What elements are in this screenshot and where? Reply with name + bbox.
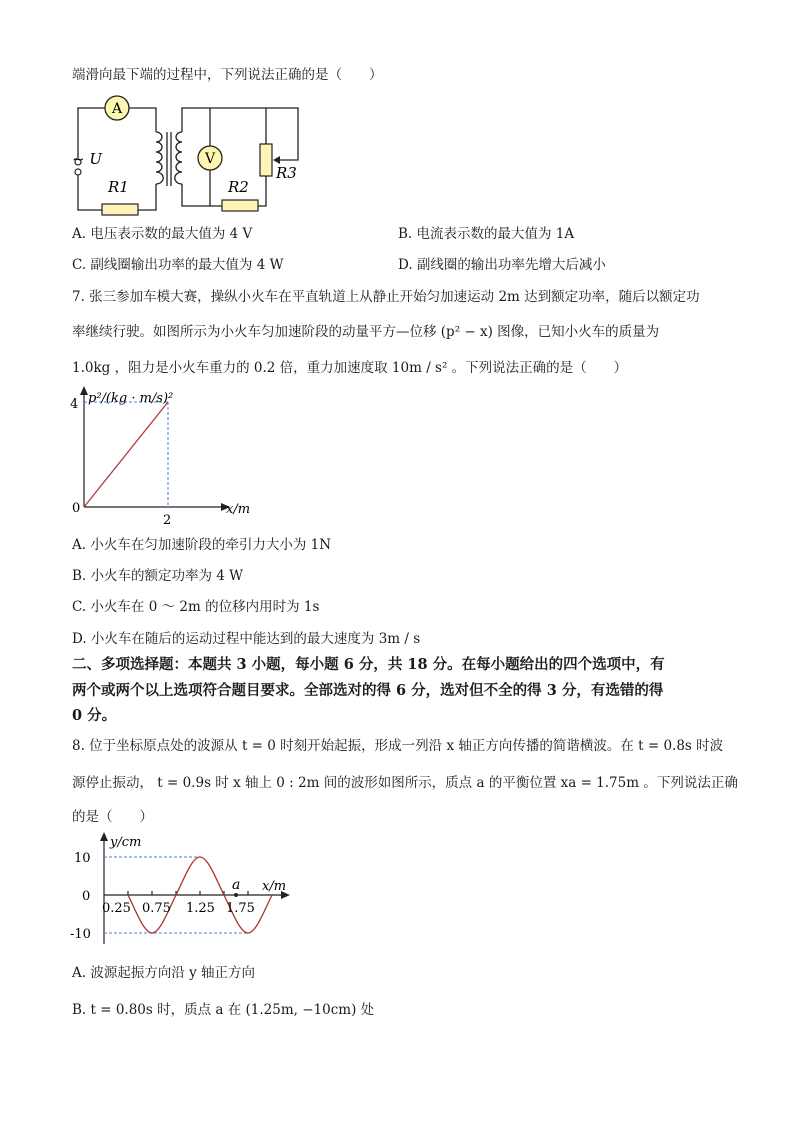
q6-stem-tail: 端滑向最下端的过程中，下列说法正确的是（ ） — [72, 67, 383, 83]
r1-label: R1 — [108, 178, 129, 196]
q7-option-b: B. 小火车的额定功率为 4 W — [72, 568, 244, 584]
q7-stem-line3: 1.0kg ，阻力是小火车重力的 0.2 倍，重力加速度取 10m / s² 。下列说法正确的是（ ） — [72, 360, 628, 376]
q8-stem-line2: 源停止振动， t = 0.9s 时 x 轴上 0 : 2m 间的波形如图所示，质点 a 的平衡位置 xa = 1.75m 。下列说法正确 — [72, 775, 738, 791]
q6-circuit-diagram — [66, 92, 316, 222]
ammeter-label: A — [111, 101, 123, 117]
section2-line1: 二、多项选择题：本题共 3 小题，每小题 6 分，共 18 分。在每小题给出的四个选项中，有 — [72, 656, 665, 673]
q8-stem-line1: 8. 位于坐标原点处的波源从 t = 0 时刻开始起振，形成一列沿 x 轴正方向传播的简谐横波。在 t = 0.8s 时波 — [72, 738, 724, 754]
q6-option-c: C. 副线圈输出功率的最大值为 4 W — [72, 257, 284, 273]
q8-option-a: A. 波源起振方向沿 y 轴正方向 — [72, 965, 256, 981]
q7-x-tick-2: 2 — [163, 513, 172, 528]
q7-option-d: D. 小火车在随后的运动过程中能达到的最大速度为 3m / s — [72, 631, 421, 647]
q7-x-axis-label: x/m — [226, 502, 251, 517]
point-a-marker — [234, 893, 238, 897]
q7-option-c: C. 小火车在 0 ～ 2m 的位移内用时为 1s — [72, 599, 320, 615]
r2-label: R2 — [228, 178, 249, 196]
q8-y-tick-minus10: -10 — [70, 927, 91, 942]
q6-option-d: D. 副线圈的输出功率先增大后减小 — [398, 257, 606, 273]
q6-option-a: A. 电压表示数的最大值为 4 V — [72, 226, 253, 242]
q7-y-axis-label: p²/(kg · m/s)² — [88, 391, 174, 406]
section2-line2: 两个或两个以上选项符合题目要求。全部选对的得 6 分，选对但不全的得 3 分，有选错的得 — [72, 682, 664, 699]
point-a-label: a — [232, 877, 241, 893]
q7-option-a: A. 小火车在匀加速阶段的牵引力大小为 1N — [72, 537, 332, 553]
q8-x-tick-175: 1.75 — [226, 901, 255, 916]
q8-x-tick-125: 1.25 — [186, 901, 215, 916]
q8-y-tick-10: 10 — [74, 851, 91, 866]
q8-stem-line3: 的是（ ） — [72, 809, 153, 825]
q8-x-tick-025: 0.25 — [102, 901, 131, 916]
q8-x-tick-075: 0.75 — [142, 901, 171, 916]
q6-option-b: B. 电流表示数的最大值为 1A — [398, 226, 575, 242]
q7-stem-line2: 率继续行驶。如图所示为小火车匀加速阶段的动量平方—位移 (p² − x) 图像，已知小火车的质量为 — [72, 324, 660, 340]
q7-graph-line — [84, 402, 168, 507]
q8-x-axis-label: x/m — [262, 879, 287, 894]
q8-y-tick-0: 0 — [82, 889, 91, 904]
q8-option-b: B. t = 0.80s 时，质点 a 在 (1.25m, −10cm) 处 — [72, 1002, 375, 1018]
q7-p2-x-graph — [66, 382, 266, 532]
section2-line3: 0 分。 — [72, 707, 117, 724]
source-label: ~ U — [72, 150, 102, 168]
voltmeter-label: V — [204, 151, 216, 167]
q8-y-axis-label: y/cm — [110, 835, 142, 850]
q8-wave-graph — [66, 826, 306, 946]
r3-label: R3 — [276, 164, 297, 182]
q7-origin: 0 — [72, 501, 81, 516]
q7-y-tick-4: 4 — [70, 397, 79, 412]
q7-stem-line1: 7. 张三参加车模大赛，操纵小火车在平直轨道上从静止开始匀加速运动 2m 达到额定功率，随后以额定功 — [72, 289, 700, 305]
